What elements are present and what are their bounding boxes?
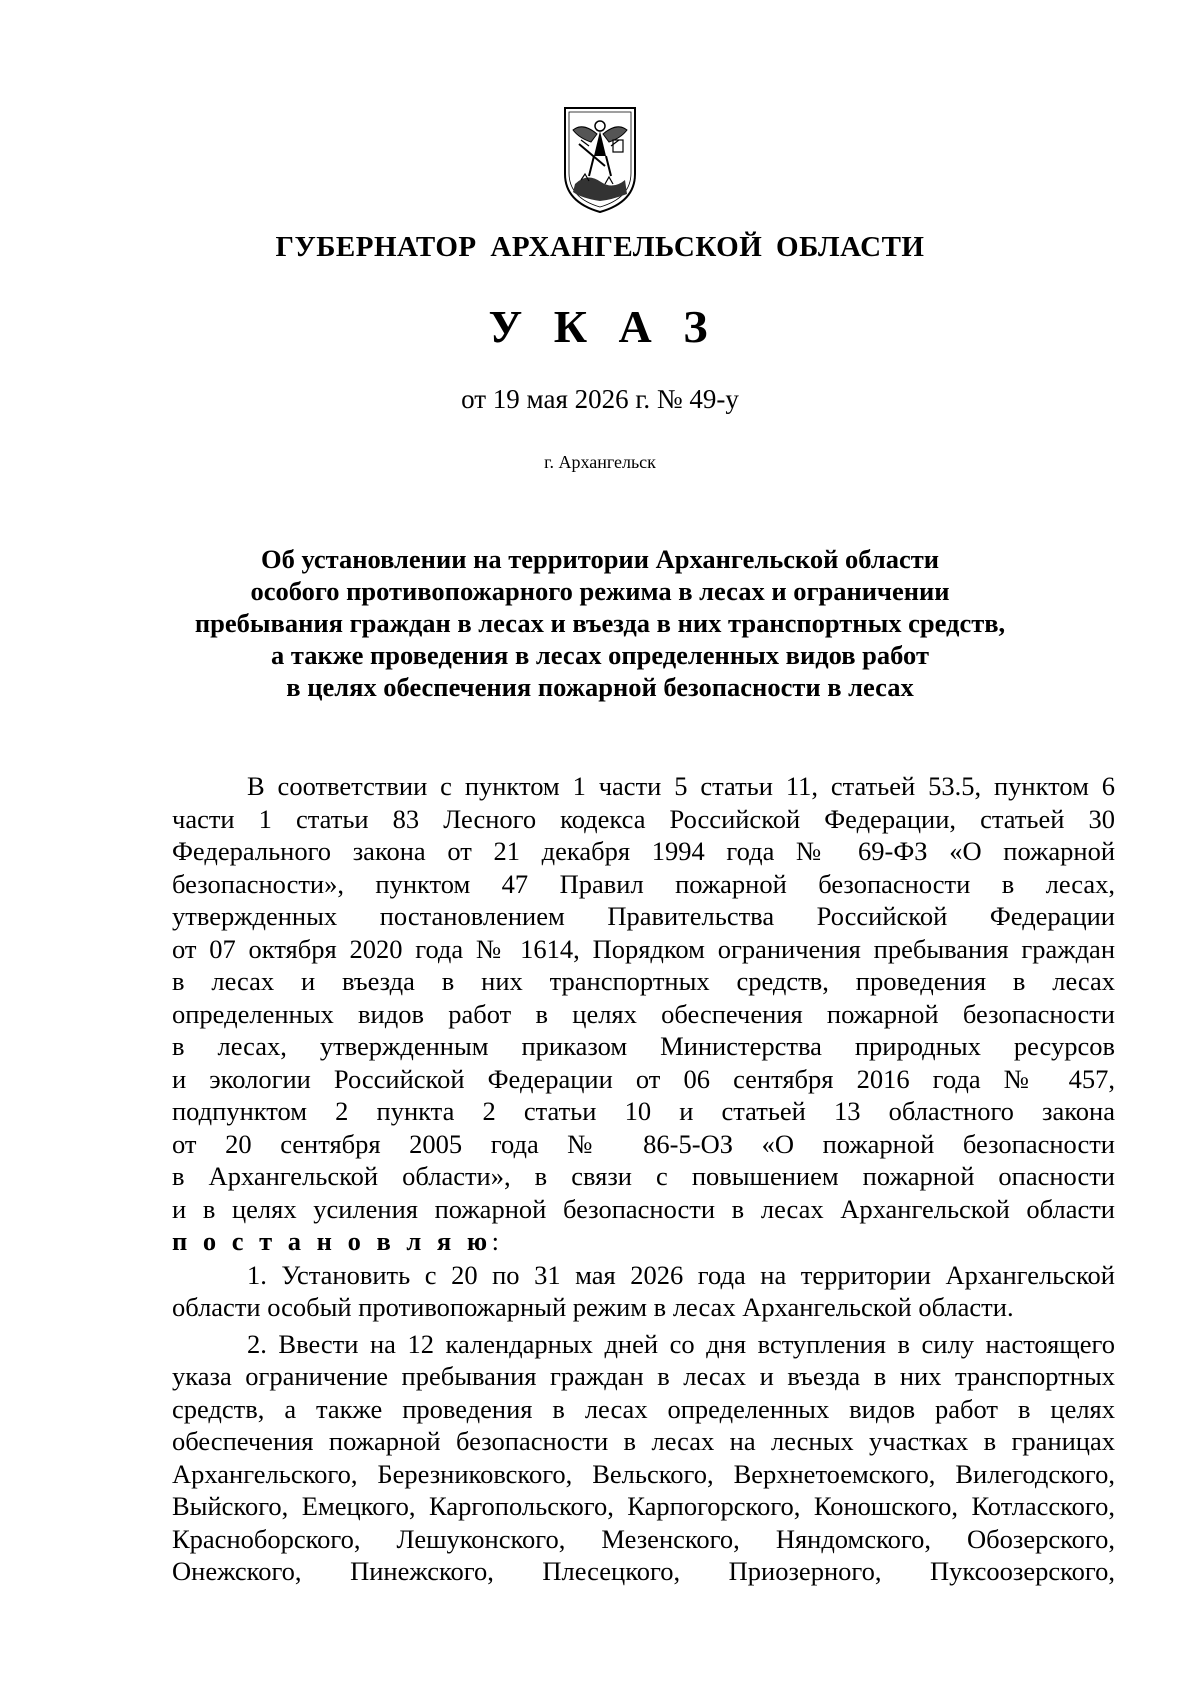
resolve-colon: : [491, 1226, 499, 1256]
preamble-line: в Архангельской области», в связи с повышением пожарной опасности [172, 1161, 1115, 1191]
preamble-line: от 07 октября 2020 года № 1614, Порядком ограничения пребывания граждан [172, 933, 1115, 964]
document-body [172, 770, 1115, 1588]
point-2-line: Онежского, Пинежского, Плесецкого, Приозерного, Пуксоозерского, [172, 1556, 1115, 1586]
document-type: У К А З [488, 301, 712, 352]
title-line: а также проведения в лесах определенных видов работ [271, 640, 929, 670]
point-1-line: области особый противопожарный режим в лесах Архангельской области. [172, 1292, 1014, 1322]
preamble-line: безопасности», пунктом 47 Правил пожарной безопасности в лесах, [172, 868, 1115, 899]
preamble-line: от 20 сентября 2005 года № 86-5-ОЗ «О пожарной безопасности [172, 1128, 1115, 1159]
document-date-number: от 19 мая 2026 г. № 49-у [461, 384, 739, 414]
point-2-line: Выйского, Емецкого, Каргопольского, Карпогорского, Коношского, Котласского, [172, 1491, 1115, 1521]
point-1-paragraph [172, 1259, 1115, 1324]
preamble-line: подпунктом 2 пункта 2 статьи 10 и статьей 13 областного закона [172, 1096, 1115, 1126]
preamble-line: определенных видов работ в целях обеспечения пожарной безопасности [172, 998, 1115, 1029]
preamble-paragraph [172, 770, 1115, 1258]
issuing-authority: ГУБЕРНАТОР АРХАНГЕЛЬСКОЙ ОБЛАСТИ [275, 231, 925, 263]
preamble-line: в лесах и въезда в них транспортных средств, проведения в лесах [172, 966, 1115, 996]
resolve-line [172, 1225, 1115, 1258]
title-line: Об установлении на территории Архангельской области [260, 544, 940, 574]
point-2-line: средств, а также проведения в лесах определенных видов работ в целях [172, 1393, 1115, 1424]
preamble-line: и в целях усиления пожарной безопасности в лесах Архангельской области [172, 1193, 1115, 1224]
document-title [0, 543, 1200, 703]
coat-of-arms-icon [561, 104, 639, 216]
point-2-line: обеспечения пожарной безопасности в лесах на лесных участках в границах [172, 1426, 1115, 1456]
point-2-line: Красноборского, Лешуконского, Мезенского, Няндомского, Обозерского, [172, 1523, 1115, 1554]
preamble-line: утвержденных постановлением Правительства Российской Федерации [172, 901, 1115, 931]
title-line: особого противопожарного режима в лесах и ограничении [250, 576, 950, 606]
preamble-line: части 1 статьи 83 Лесного кодекса Российской Федерации, статьей 30 [172, 803, 1115, 834]
preamble-line: Федерального закона от 21 декабря 1994 года № 69-ФЗ «О пожарной [172, 836, 1115, 866]
resolve-word: п о с т а н о в л я ю [172, 1226, 492, 1256]
point-2-paragraph [172, 1328, 1115, 1588]
document-city: г. Архангельск [544, 452, 656, 472]
title-line: в целях обеспечения пожарной безопасности в лесах [286, 672, 914, 702]
point-1-line: 1. Установить с 20 по 31 мая 2026 года на территории Архангельской [247, 1259, 1115, 1290]
preamble-line: В соответствии с пунктом 1 части 5 статьи 11, статьей 53.5, пунктом 6 [247, 771, 1115, 801]
point-2-line: 2. Ввести на 12 календарных дней со дня вступления в силу настоящего [247, 1328, 1115, 1359]
preamble-line: и экологии Российской Федерации от 06 сентября 2016 года № 457, [172, 1063, 1115, 1094]
point-2-line: Архангельского, Березниковского, Вельского, Верхнетоемского, Вилегодского, [172, 1458, 1115, 1489]
preamble-line: в лесах, утвержденным приказом Министерства природных ресурсов [172, 1031, 1115, 1061]
title-line: пребывания граждан в лесах и въезда в них транспортных средств, [194, 608, 1006, 638]
point-2-line: указа ограничение пребывания граждан в лесах и въезда в них транспортных [172, 1361, 1115, 1391]
